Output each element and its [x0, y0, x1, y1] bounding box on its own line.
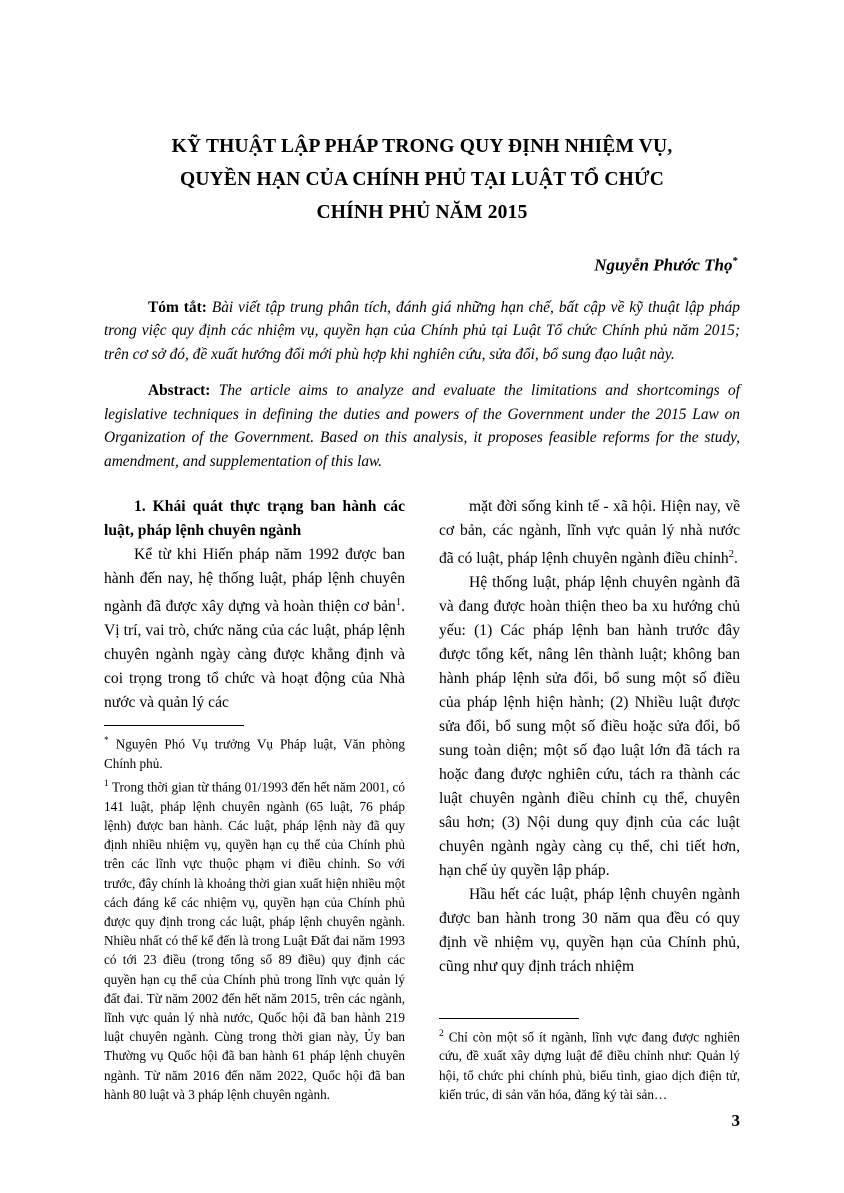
page-title: [104, 130, 740, 229]
abstract-vi-label: Tóm tắt:: [148, 298, 207, 316]
author-name: [104, 255, 738, 276]
footnote-one-text: Trong thời gian từ tháng 01/1993 đến hết năm 2001, có 141 luật, pháp lệnh chuyên ngành (65 luật, 76 pháp lệnh) được ban hành. Các luật, pháp lệnh này đã quy định nhiều nhiệm vụ, quyền hạn cụ thể của Chính phủ trên các lĩnh vực thuộc phạm vi điều chỉnh. So với trước, đây chính là khoảng thời gian xuất hiện nhiều một cách đáng kể các nhiệm vụ, quyền hạn của Chính phủ được quy định trong các luật, pháp lệnh chuyên ngành. Nhiều nhất có thể kể đến là trong Luật Đất đai năm 1993 có tới 23 điều (trong tổng số 89 điều) quy định các quyền hạn cụ thể của Chính phủ trong lĩnh vực quản lý đất đai. Từ năm 2002 đến hết năm 2015, trên các ngành, lĩnh vực quản lý nhà nước, Quốc hội đã ban hành 219 luật chuyên ngành. Cùng trong thời gian này, Ủy ban Thường vụ Quốc hội đã ban hành 61 pháp lệnh chuyên ngành. Từ năm 2016 đến năm 2022, Quốc hội đã ban hành 80 luật và 3 pháp lệnh chuyên ngành.: [104, 779, 405, 1102]
abstract-en-label: Abstract:: [148, 382, 211, 400]
footnote-one: [104, 775, 405, 1104]
footnote-ref-1: 1: [395, 597, 402, 609]
footnote-two: [439, 1025, 740, 1104]
footnote-two-marker: 2: [439, 1028, 444, 1039]
abstract-vi-text: Bài viết tập trung phân tích, đánh giá những hạn chế, bất cập về kỹ thuật lập pháp trong việc quy định các nhiệm vụ, quyền hạn của Chính phủ tại Luật Tổ chức Chính phủ năm 2015; trên cơ sở đó, đề xuất hướng đổi mới phù hợp khi nghiên cứu, sửa đổi, bổ sung đạo luật này.: [104, 298, 740, 363]
footnote-block-right: [439, 1008, 740, 1104]
right-column: [439, 495, 740, 1104]
footnote-star-text: Nguyên Phó Vụ trưởng Vụ Pháp luật, Văn phòng Chính phủ.: [104, 736, 405, 771]
footnote-star: [104, 732, 405, 773]
abstract-vietnamese: [104, 296, 740, 367]
abstract-en-text: The article aims to analyze and evaluate the limitations and shortcomings of legislative techniques in defining the duties and powers of the Government under the 2015 Law on Organization of the Government. Based on this analysis, it proposes feasible reforms for the study, amendment, and supplementation of this law.: [104, 382, 740, 470]
title-line-2: QUYỀN HẠN CỦA CHÍNH PHỦ TẠI LUẬT TỔ CHỨC: [180, 169, 664, 190]
author-label: Nguyễn Phước Thọ: [594, 255, 733, 275]
two-column-body: [104, 495, 740, 1104]
left-paragraph-1-text-a: Kể từ khi Hiến pháp năm 1992 được ban hành đến nay, hệ thống luật, pháp lệnh chuyên ngành đã được xây dựng và hoàn thiện cơ bản: [104, 546, 405, 616]
section-heading: 1. Khái quát thực trạng ban hành các luật, pháp lệnh chuyên ngành: [104, 498, 405, 540]
author-footnote-marker: *: [732, 255, 738, 267]
right-paragraph-1: [439, 495, 740, 571]
right-paragraph-1-text-a: mặt đời sống kinh tế - xã hội. Hiện nay, về cơ bản, các ngành, lĩnh vực quản lý nhà nước đã có luật, pháp lệnh chuyên ngành điều chỉnh: [439, 498, 740, 568]
right-column-text: [439, 495, 740, 979]
footnote-two-text: Chỉ còn một số ít ngành, lĩnh vực đang được nghiên cứu, đề xuất xây dựng luật để điều chỉnh như: Quản lý hội, tổ chức phi chính phủ, biểu tình, giao dịch điện tử, kiến trúc, di sản văn hóa, đăng ký tài sản…: [439, 1029, 740, 1102]
left-column: [104, 495, 405, 1104]
title-line-3: CHÍNH PHỦ NĂM 2015: [316, 202, 528, 223]
footnote-separator-right: [439, 1018, 579, 1019]
footnote-ref-2: 2: [728, 549, 734, 561]
abstract-english: [104, 379, 740, 473]
title-line-1: KỸ THUẬT LẬP PHÁP TRONG QUY ĐỊNH NHIỆM VỤ,: [171, 136, 673, 157]
right-paragraph-2: Hệ thống luật, pháp lệnh chuyên ngành đã và đang được hoàn thiện theo ba xu hướng chủ yếu: (1) Các pháp lệnh ban hành trước đây được tổng kết, nâng lên thành luật; không ban hành pháp lệnh sửa đổi, bổ sung một số điều của pháp lệnh hiện hành; (2) Nhiều luật được sửa đổi, bổ sung một số điều hoặc sửa đổi, bổ sung toàn diện; một số đạo luật lớn đã tách ra hoặc đang được nghiên cứu, tách ra thành các luật chuyên ngành điều chỉnh cụ thể, chuyên sâu hơn; (3) Nội dung quy định của các luật chuyên ngành ngày càng cụ thể, chi tiết hơn, hạn chế ủy quyền lập pháp.: [439, 574, 740, 880]
footnote-separator-left: [104, 725, 244, 726]
right-paragraph-1-text-b: .: [733, 550, 738, 568]
footnote-star-marker: *: [104, 736, 109, 747]
page-number: 3: [731, 1111, 740, 1130]
left-paragraph-1-text-b: . Vị trí, vai trò, chức năng của các luật, pháp lệnh chuyên ngành ngày càng được khẳng định và coi trọng trong tổ chức và hoạt động của Nhà nước và quản lý các: [104, 598, 405, 712]
right-paragraph-3: Hầu hết các luật, pháp lệnh chuyên ngành được ban hành trong 30 năm qua đều có quy định về nhiệm vụ, quyền hạn của Chính phủ, cũng như quy định trách nhiệm: [439, 886, 740, 976]
left-paragraph-1: [104, 543, 405, 715]
footnote-one-marker: 1: [104, 779, 109, 790]
